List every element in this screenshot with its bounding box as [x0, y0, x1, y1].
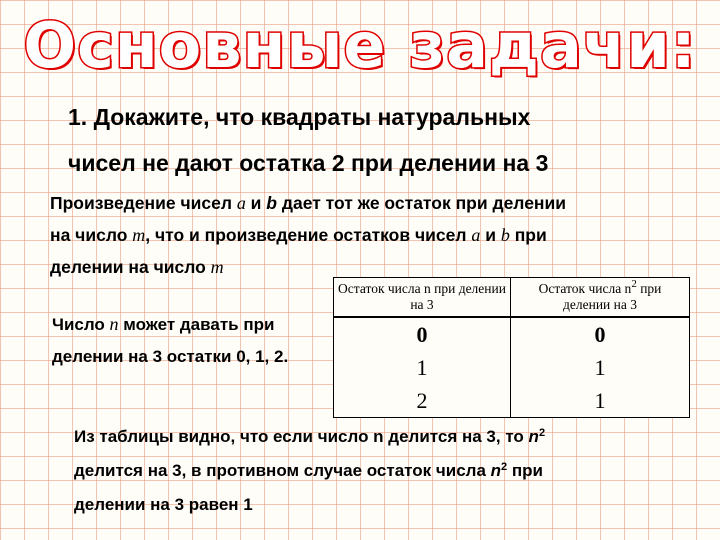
table-row — [334, 384, 690, 418]
text: , что и произведение остатков чисел — [145, 225, 472, 245]
conclusion-line-1 — [74, 420, 674, 454]
var-a: a — [236, 193, 246, 213]
text: делится на 3, в противном случае остаток числа — [74, 461, 491, 480]
text: может давать при — [118, 315, 275, 334]
slide-title: Основные задачи: — [23, 9, 697, 82]
cell-n2-remainder: 0 — [511, 317, 690, 351]
text: при — [507, 461, 543, 480]
cell-n2-remainder: 1 — [511, 384, 690, 418]
text: при — [509, 225, 547, 245]
var-m: m — [210, 257, 224, 277]
theorem-line-2 — [50, 219, 690, 251]
task-statement — [68, 94, 688, 186]
var-b: b — [500, 225, 510, 245]
conclusion-line-2 — [74, 454, 674, 488]
remainders-table — [333, 277, 690, 418]
var-n: n — [109, 314, 119, 334]
conclusion-line-3: делении на 3 равен 1 — [74, 495, 253, 514]
var-n: n — [528, 427, 539, 446]
cell-n-remainder: 2 — [334, 384, 511, 418]
cell-n-remainder: 1 — [334, 351, 511, 384]
var-b: b — [266, 193, 277, 213]
remainders-note — [52, 308, 352, 373]
text: Остаток числа n — [538, 281, 632, 296]
text: при делении на 3 — [563, 281, 662, 312]
header-n2-remainder — [511, 278, 690, 318]
table-header-row — [334, 278, 690, 318]
var-a: a — [471, 225, 481, 245]
header-n-remainder: Остаток числа n при делении на 3 — [334, 278, 511, 318]
text: Из таблицы видно, что если число n делится на 3, то — [74, 427, 529, 446]
exponent: 2 — [538, 427, 546, 439]
conclusion-paragraph — [74, 420, 674, 522]
theorem-line-1 — [50, 187, 690, 219]
task-line-2: чисел не дают остатка 2 при делении на 3 — [68, 150, 549, 176]
text: и — [480, 225, 501, 245]
text: делении на число — [50, 257, 211, 277]
text: и — [245, 193, 267, 213]
var-n: n — [490, 461, 502, 480]
cell-n-remainder: 0 — [334, 317, 511, 351]
text: Произведение чисел — [50, 193, 237, 213]
text: дает тот же остаток при делении — [277, 193, 567, 213]
exponent: 2 — [631, 278, 637, 290]
table-row — [334, 317, 690, 351]
var-m: m — [132, 225, 146, 245]
note-line-1 — [52, 308, 352, 341]
text: на число — [50, 225, 133, 245]
theorem-paragraph — [50, 187, 690, 283]
table-row — [334, 351, 690, 384]
exponent: 2 — [501, 461, 508, 473]
cell-n2-remainder: 1 — [511, 351, 690, 384]
task-line-1: 1. Докажите, что квадраты натуральных — [68, 104, 531, 130]
note-line-2: делении на 3 остатки 0, 1, 2. — [52, 347, 289, 366]
text: Число — [52, 315, 110, 334]
